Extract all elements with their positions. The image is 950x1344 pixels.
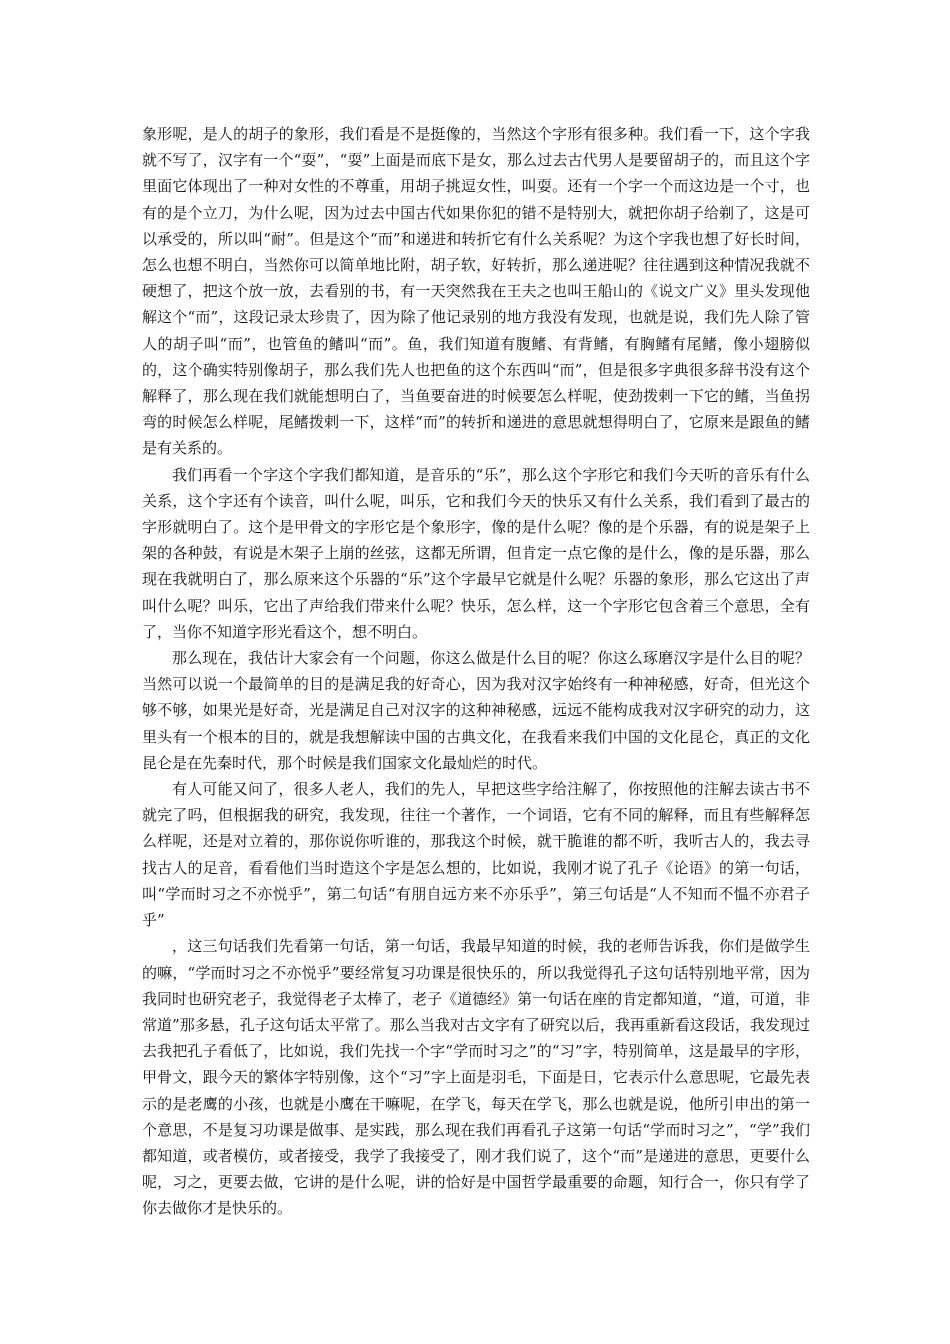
paragraph-4: 有人可能又问了，很多人老人，我们的先人，早把这些字给注解了，你按照他的注解去读古书不就完了吗，但根据我的研究，我发现，往往一个著作，一个词语，它有不同的解释，而且有些解释怎么样呢，还是对立着的，那你说你听谁的，那我这个时候，就干脆谁的都不听，我听古人的，我去寻找古人的足音，看看他们当时造这个字是怎么想的，比如说，我刚才说了孔子《论语》的第一句话，叫“学而时习之不亦悦乎”，第二句话“有朋自远方来不亦乐乎”，第三句话是“人不知而不愠不亦君子乎” — [142, 780, 810, 930]
paragraph-5: ，这三句话我们先看第一句话，第一句话，我最早知道的时候，我的老师告诉我，你们是做学生的嘛，“学而时习之不亦悦乎”要经常复习功课是很快乐的，所以我觉得孔子这句话特别地平常，因为我同时也研究老子，我觉得老子太棒了，老子《道德经》第一句话在座的肯定都知道，“道，可道，非常道”那多悬，孔子这句话太平常了。那么当我对古文字有了研究以后，我再重新看这段话，我发现过去我把孔子看低了，比如说，我们先找一个字“学而时习之”的“习”字，特别简单，这是最早的字形，甲骨文，跟今天的繁体字特别像，这个“习”字上面是羽毛，下面是日，它表示什么意思呢，它最先表示的是老鹰的小孩，也就是小鹰在干嘛呢，在学飞，每天在学飞，那么也就是说，他所引申出的第一个意思，不是复习功课是做事、是实践，那么现在我们再看孔子这第一句话“学而时习之”，“学”我们都知道，或者模仿，或者接受，我学了我接受了，刚才我们说了，这个“而”是递进的意思，更要什么呢，习之，更要去做，它讲的是什么呢，讲的恰好是中国哲学最重要的命题，知行合一，你只有学了你去做你才是快乐的。 — [142, 937, 810, 1218]
paragraph-3: 那么现在，我估计大家会有一个问题，你这么做是什么目的呢？你这么琢磨汉字是什么目的呢？当然可以说一个最简单的目的是满足我的好奇心，因为我对汉字始终有一种神秘感，好奇，但光这个够不够，如果光是好奇，光是满足自己对汉字的这种神秘感，远远不能构成我对汉字研究的动力，这里头有一个根本的目的，就是我想解读中国的古典文化，在我看来我们中国的文化昆仑，真正的文化昆仑是在先秦时代，那个时候是我们国家文化最灿烂的时代。 — [142, 649, 810, 772]
paragraph-2: 我们再看一个字这个字我们都知道，是音乐的“乐”，那么这个字形它和我们今天听的音乐有什么关系，这个字还有个读音，叫什么呢，叫乐，它和我们今天的快乐又有什么关系，我们看到了最古的字形就明白了。这个是甲骨文的字形它是个象形字，像的是什么呢？像的是个乐器，有的说是架子上架的各种鼓，有说是木架子上崩的丝弦，这都无所谓，但肯定一点它像的是什么，像的是乐器，那么现在我就明白了，那么原来这个乐器的“乐”这个字最早它就是什么呢？乐器的象形，那么它这出了声叫什么呢？叫乐，它出了声给我们带来什么呢？快乐，怎么样，这一个字形它包含着三个意思，全有了，当你不知道字形光看这个，想不明白。 — [142, 465, 810, 641]
paragraph-1: 象形呢，是人的胡子的象形，我们看是不是挺像的，当然这个字形有很多种。我们看一下，这个字我就不写了，汉字有一个“耍”，“耍”上面是而底下是女，那么过去古代男人是要留胡子的，而且这个字里面它体现出了一种对女性的不尊重，用胡子挑逗女性，叫耍。还有一个字一个而这边是一个寸，也有的是个立刀，为什么呢，因为过去中国古代如果你犯的错不是特别大，就把你胡子给剃了，这是可以承受的，所以叫“耐”。但是这个“而”和递进和转折它有什么关系呢？为这个字我也想了好长时间，怎么也想不明白，当然你可以简单地比附，胡子软，好转折，那么递进呢？往往遇到这种情况我就不硬想了，把这个放一放，去看别的书，有一天突然我在王夫之也叫王船山的《说文广义》里头发现他解这个“而”，这段记录太珍贵了，因为除了他记录别的地方我没有发现，也就是说，我们先人除了管人的胡子叫“而”，也管鱼的鳍叫“而”。鱼，我们知道有腹鳍、有背鳍，有胸鳍有尾鳍，像小翅膀似的，这个确实特别像胡子，那么我们先人也把鱼的这个东西叫“而”，但是很多字典很多辞书没有这个解释了，那么现在我们就能想明白了，当鱼要奋进的时候要怎么样呢，使劲拨剌一下它的鳍，当鱼拐弯的时候怎么样呢，尾鳍拨剌一下，这样“而”的转折和递进的意思就想得明白了，它原来是跟鱼的鳍是有关系的。 — [142, 125, 810, 458]
document-body — [142, 121, 810, 1222]
